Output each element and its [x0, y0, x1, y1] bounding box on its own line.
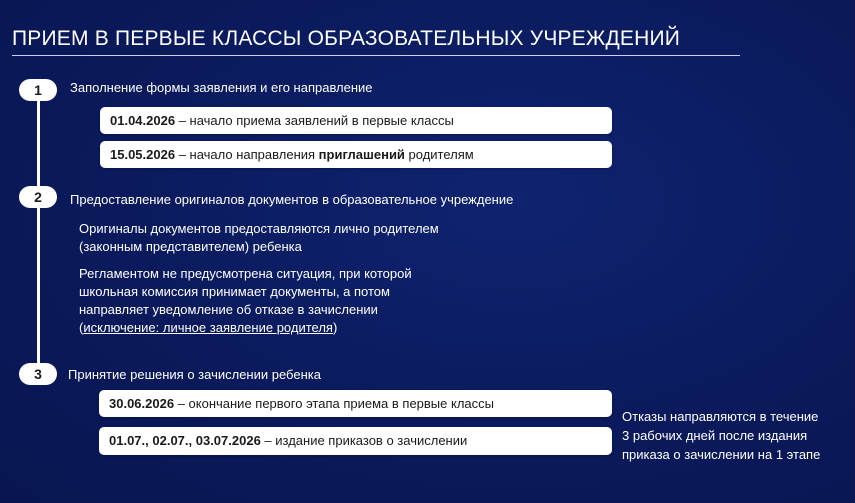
date-label: 30.06.2026	[109, 396, 175, 411]
paragraph-line: школьная комиссия принимает документы, а потом	[79, 284, 390, 299]
exception-link[interactable]: исключение: личное заявление родителя	[83, 320, 333, 335]
note-line: 3 рабочих дней после издания	[622, 428, 808, 443]
paragraph-line: Регламентом не предусмотрена ситуация, при которой	[79, 266, 412, 281]
box-text: – начало направления	[175, 147, 319, 162]
step-3-date-box-2	[99, 427, 612, 455]
box-text: – окончание первого этапа приема в первые классы	[174, 396, 494, 411]
box-text: – издание приказов о зачислении	[260, 433, 468, 448]
title-divider	[12, 55, 740, 56]
paragraph-line: направляет уведомление об отказе в зачислении	[79, 302, 378, 317]
step-2-number: 2	[19, 186, 57, 208]
step-2-paragraph-2	[79, 265, 412, 337]
rejection-note	[622, 407, 832, 464]
box-bold-text: приглашений	[318, 147, 405, 162]
note-line: Отказы направляются в течение	[622, 409, 819, 424]
page-title: ПРИЕМ В ПЕРВЫЕ КЛАССЫ ОБРАЗОВАТЕЛЬНЫХ УЧРЕЖДЕНИЙ	[12, 27, 681, 50]
step-1-number: 1	[19, 79, 57, 101]
paragraph-line: Оригиналы документов предоставляются лично родителем	[79, 221, 439, 236]
date-label: 15.05.2026	[110, 147, 176, 162]
date-label: 01.04.2026	[110, 113, 176, 128]
step-1-date-box-1	[100, 107, 612, 134]
step-3-number: 3	[19, 363, 57, 385]
box-text: родителям	[404, 147, 474, 162]
step-2-paragraph-1	[79, 220, 439, 256]
box-text: – начало приема заявлений в первые классы	[175, 113, 454, 128]
paragraph-line	[79, 319, 412, 337]
timeline-line	[37, 90, 40, 375]
step-1-date-box-2	[100, 141, 612, 168]
paren-close: )	[332, 320, 338, 335]
step-2-title: Предоставление оригиналов документов в образовательное учреждение	[70, 192, 514, 207]
step-3-title: Принятие решения о зачислении ребенка	[68, 367, 321, 382]
paren-open: (	[79, 320, 84, 335]
paragraph-line: (законным представителем) ребенка	[79, 239, 302, 254]
note-line: приказа о зачислении на 1 этапе	[622, 447, 821, 462]
step-3-date-box-1	[99, 390, 612, 417]
date-label: 01.07., 02.07., 03.07.2026	[109, 433, 261, 448]
step-1-title: Заполнение формы заявления и его направление	[70, 80, 373, 95]
